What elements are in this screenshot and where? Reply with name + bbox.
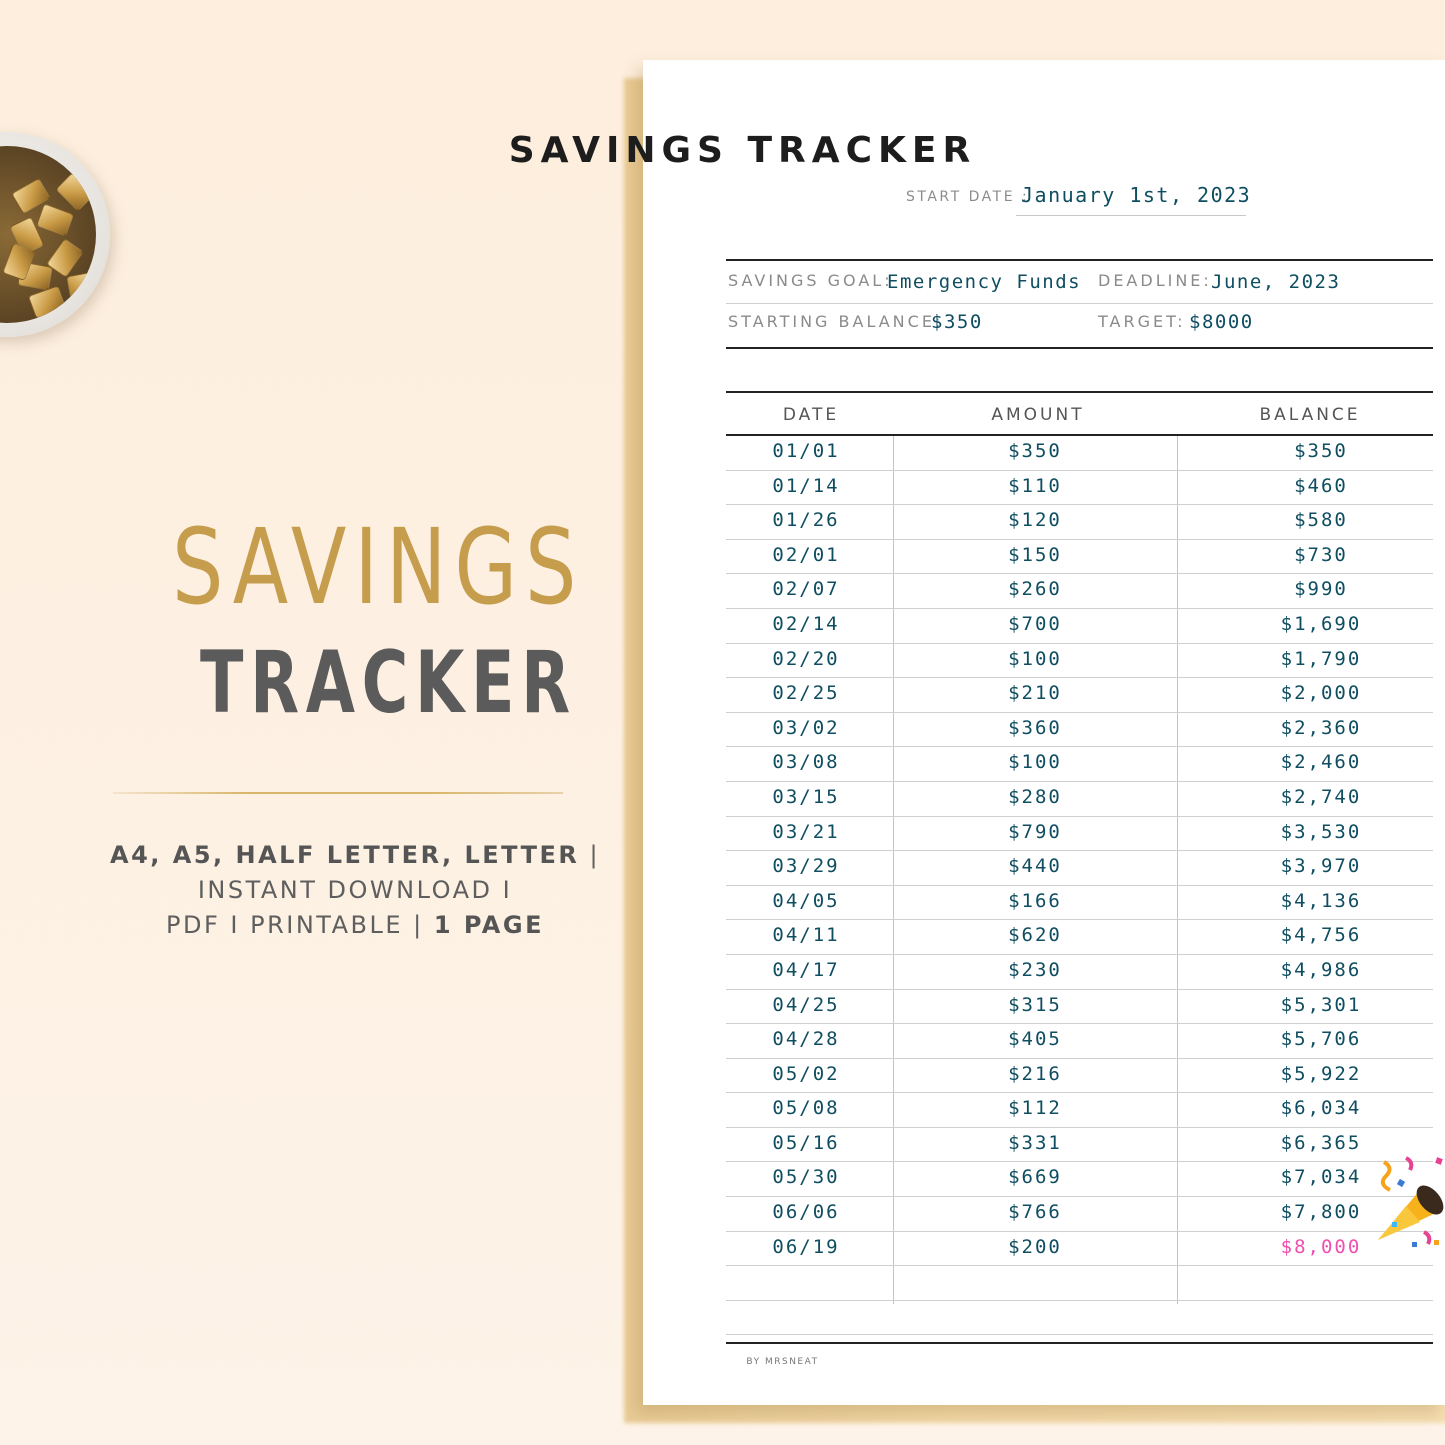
- row-date: 01/01: [772, 440, 840, 462]
- row-date: 04/05: [772, 889, 840, 912]
- row-balance: $5,922: [1280, 1062, 1362, 1085]
- row-balance: $2,360: [1280, 716, 1362, 739]
- row-amount: $120: [1008, 509, 1062, 532]
- row-balance: $6,034: [1280, 1097, 1362, 1120]
- starting-balance-label: STARTING BALANCE:: [728, 312, 944, 331]
- row-balance: $3,970: [1280, 855, 1362, 878]
- row-amount: $350: [1008, 440, 1062, 462]
- row-balance: $1,790: [1280, 647, 1362, 670]
- row-amount: $766: [1008, 1201, 1062, 1224]
- start-date-label: START DATE :: [906, 189, 1030, 205]
- row-date: 02/25: [772, 682, 840, 705]
- table-row: [726, 747, 1433, 782]
- deadline-label: DEADLINE:: [1098, 271, 1212, 290]
- row-balance: $7,034: [1280, 1166, 1362, 1189]
- table-row: [726, 436, 1433, 471]
- row-date: 03/15: [772, 785, 840, 808]
- table-row: [726, 1266, 1433, 1301]
- row-balance: $4,136: [1280, 889, 1362, 912]
- row-balance: $580: [1294, 509, 1348, 532]
- format-line-3: [110, 908, 600, 943]
- table-row: [726, 1059, 1433, 1094]
- savings-goal-value: Emergency Funds: [887, 271, 1082, 293]
- row-balance: $6,365: [1280, 1131, 1362, 1154]
- target-value: $8000: [1189, 311, 1254, 333]
- table-row: [726, 505, 1433, 540]
- table-row: [726, 851, 1433, 886]
- format-type: PDF I PRINTABLE |: [166, 911, 434, 939]
- row-balance: $460: [1294, 474, 1348, 497]
- table-row: [726, 1128, 1433, 1163]
- row-date: 05/30: [772, 1166, 840, 1189]
- row-date: 01/14: [772, 474, 840, 497]
- row-amount: $669: [1008, 1166, 1062, 1189]
- row-date: 04/11: [772, 924, 840, 947]
- promo-headline-savings: SAVINGS: [172, 506, 585, 628]
- row-balance: $5,706: [1280, 1028, 1362, 1051]
- row-balance: $7,800: [1280, 1201, 1362, 1224]
- row-amount: $150: [1008, 543, 1062, 566]
- row-date: 03/08: [772, 751, 840, 774]
- table-row: [726, 713, 1433, 748]
- row-amount: $440: [1008, 855, 1062, 878]
- row-balance: $4,756: [1280, 924, 1362, 947]
- info-bottom-rule: [726, 347, 1433, 349]
- row-amount: $405: [1008, 1028, 1062, 1051]
- row-amount: $166: [1008, 889, 1062, 912]
- table-row: [726, 540, 1433, 575]
- party-popper-icon: [1376, 1150, 1445, 1250]
- row-date: 04/25: [772, 993, 840, 1016]
- row-date: 03/29: [772, 855, 840, 878]
- binder-clips: [0, 146, 96, 323]
- info-mid-rule: [726, 303, 1433, 304]
- row-date: 02/07: [772, 578, 840, 601]
- row-amount: $216: [1008, 1062, 1062, 1085]
- table-row: [726, 817, 1433, 852]
- row-date: 04/28: [772, 1028, 840, 1051]
- table-row: [726, 782, 1433, 817]
- table-row: [726, 678, 1433, 713]
- row-amount: $790: [1008, 820, 1062, 843]
- row-amount: $360: [1008, 716, 1062, 739]
- row-amount: $210: [1008, 682, 1062, 705]
- table-row: [726, 1197, 1433, 1232]
- row-balance: $350: [1294, 440, 1348, 462]
- gold-divider: [113, 792, 563, 794]
- row-date: 06/06: [772, 1201, 840, 1224]
- column-header-balance: BALANCE: [1259, 405, 1361, 425]
- table-row: [726, 1301, 1433, 1336]
- row-balance: $5,301: [1280, 993, 1362, 1016]
- row-amount: $700: [1008, 612, 1062, 635]
- table-row: [726, 955, 1433, 990]
- starting-balance-value: $350: [931, 311, 983, 333]
- table-row: [726, 886, 1433, 921]
- table-row: [726, 1093, 1433, 1128]
- row-amount: $331: [1008, 1131, 1062, 1154]
- row-balance: $3,530: [1280, 820, 1362, 843]
- row-date: 02/14: [772, 612, 840, 635]
- table-row: [726, 1024, 1433, 1059]
- format-sizes: A4, A5, HALF LETTER, LETTER: [110, 841, 580, 869]
- start-date-underline: [1016, 215, 1246, 216]
- row-date: 05/16: [772, 1131, 840, 1154]
- row-amount: $200: [1008, 1235, 1062, 1258]
- sheet-footer: BY MRSNEAT: [746, 1357, 819, 1367]
- row-amount: $100: [1008, 751, 1062, 774]
- table-row: [726, 609, 1433, 644]
- format-line-2: INSTANT DOWNLOAD I: [197, 876, 513, 904]
- row-amount: $100: [1008, 647, 1062, 670]
- info-top-rule: [726, 259, 1433, 261]
- row-balance: $8,000: [1280, 1235, 1362, 1258]
- table-row: [726, 574, 1433, 609]
- table-row: [726, 644, 1433, 679]
- row-balance: $2,740: [1280, 785, 1362, 808]
- table-row: [726, 1162, 1433, 1197]
- row-date: 01/26: [772, 509, 840, 532]
- row-balance: $4,986: [1280, 958, 1362, 981]
- savings-goal-label: SAVINGS GOAL:: [728, 271, 893, 290]
- row-date: 04/17: [772, 958, 840, 981]
- target-label: TARGET:: [1098, 312, 1186, 331]
- column-header-amount: AMOUNT: [991, 405, 1085, 425]
- deadline-value: June, 2023: [1211, 271, 1341, 293]
- table-top-rule: [726, 391, 1433, 393]
- row-amount: $112: [1008, 1097, 1062, 1120]
- row-amount: $620: [1008, 924, 1062, 947]
- format-line-1: [110, 838, 600, 873]
- table-bottom-rule: [726, 1342, 1433, 1344]
- start-date-value: January 1st, 2023: [1021, 183, 1252, 207]
- row-balance: $1,690: [1280, 612, 1362, 635]
- sheet-title: SAVINGS TRACKER: [508, 130, 977, 171]
- row-balance: $2,000: [1280, 682, 1362, 705]
- row-amount: $280: [1008, 785, 1062, 808]
- promo-headline-tracker: TRACKER: [200, 633, 577, 733]
- table-row: [726, 990, 1433, 1025]
- row-amount: $260: [1008, 578, 1062, 601]
- table-row: [726, 920, 1433, 955]
- row-balance: $2,460: [1280, 751, 1362, 774]
- row-amount: $315: [1008, 993, 1062, 1016]
- row-date: 03/02: [772, 716, 840, 739]
- row-balance: $990: [1294, 578, 1348, 601]
- format-page-count: 1 PAGE: [433, 911, 544, 939]
- row-amount: $230: [1008, 958, 1062, 981]
- row-date: 05/02: [772, 1062, 840, 1085]
- format-details: [110, 838, 600, 943]
- table-row: [726, 471, 1433, 506]
- savings-table-body: [726, 436, 1433, 1335]
- row-amount: $110: [1008, 474, 1062, 497]
- row-balance: $730: [1294, 543, 1348, 566]
- row-date: 05/08: [772, 1097, 840, 1120]
- format-separator: |: [579, 841, 601, 869]
- row-date: 06/19: [772, 1235, 840, 1258]
- row-date: 02/01: [772, 543, 840, 566]
- row-date: 02/20: [772, 647, 840, 670]
- table-row: [726, 1232, 1433, 1267]
- row-date: 03/21: [772, 820, 840, 843]
- column-header-date: DATE: [782, 405, 840, 425]
